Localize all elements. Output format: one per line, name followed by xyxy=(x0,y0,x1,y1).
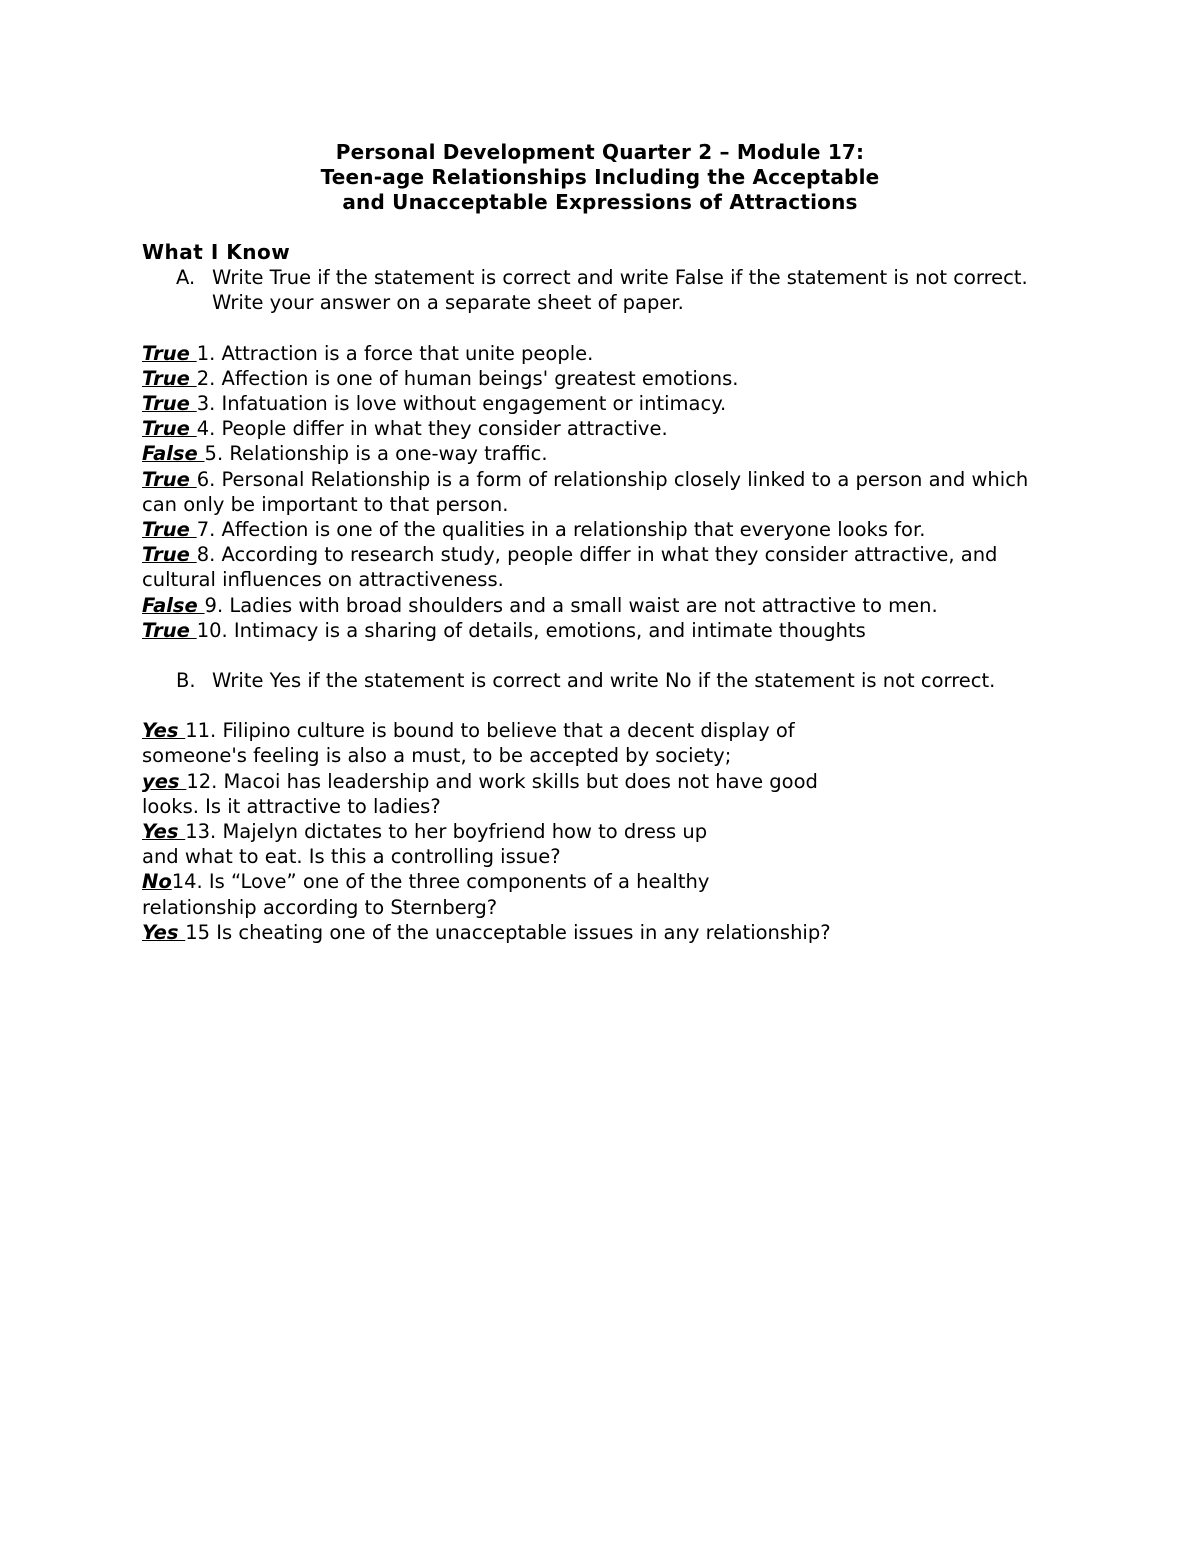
part-a-letter: A. xyxy=(176,266,196,290)
question-item-5 xyxy=(142,441,1062,466)
part-b-items xyxy=(142,718,1062,945)
answer-label: True xyxy=(142,366,197,390)
document-title xyxy=(0,140,1200,215)
question-text: 11. Filipino culture is bound to believe that a decent display of xyxy=(185,719,795,743)
question-text: 2. Affection is one of human beings' greatest emotions. xyxy=(196,366,739,390)
question-text: 15 Is cheating one of the unacceptable issues in any relationship? xyxy=(185,920,831,944)
question-text: 8. According to research study, people differ in what they consider attractive, and cultural influences on attractiveness. xyxy=(142,543,998,592)
answer-label: Yes xyxy=(142,820,186,844)
question-item-4 xyxy=(142,416,1062,441)
title-line-2: Teen-age Relationships Including the Acceptable xyxy=(320,165,880,189)
question-text: 10. Intimacy is a sharing of details, emotions, and intimate thoughts xyxy=(196,618,866,642)
answer-label: Yes xyxy=(142,920,186,944)
question-text-continued: and what to eat. Is this a controlling issue? xyxy=(142,845,561,869)
answer-label: True xyxy=(142,417,197,441)
question-item-13 xyxy=(142,819,1062,869)
question-text-continued: relationship according to Sternberg? xyxy=(142,895,498,919)
question-text: 4. People differ in what they consider attractive. xyxy=(196,417,668,441)
question-item-12 xyxy=(142,769,1062,819)
question-text: 9. Ladies with broad shoulders and a small waist are not attractive to men. xyxy=(204,593,938,617)
answer-label: False xyxy=(142,442,205,466)
part-a-instruction xyxy=(176,265,1062,315)
question-item-1 xyxy=(142,341,1062,366)
question-item-14 xyxy=(142,869,1062,919)
question-text: 7. Affection is one of the qualities in a relationship that everyone looks for. xyxy=(196,518,926,542)
question-text: 1. Attraction is a force that unite people. xyxy=(196,341,594,365)
question-text: 13. Majelyn dictates to her boyfriend how to dress up xyxy=(185,820,708,844)
answer-label: True xyxy=(142,341,197,365)
question-text-continued: someone's feeling is also a must, to be accepted by society; xyxy=(142,744,732,768)
part-a-instruction-text: Write True if the statement is correct and write False if the statement is not correct. Write your answer on a separate sheet of paper. xyxy=(212,266,1028,315)
question-item-15 xyxy=(142,920,1062,945)
answer-label: True xyxy=(142,392,197,416)
question-text: 3. Infatuation is love without engagement or intimacy. xyxy=(196,392,727,416)
title-line-1: Personal Development Quarter 2 – Module 17: xyxy=(335,140,865,164)
answer-label: True xyxy=(142,543,197,567)
question-text: 6. Personal Relationship is a form of relationship closely linked to a person and which can only be important to that person. xyxy=(142,467,1029,516)
question-text: 12. Macoi has leadership and work skills but does not have good xyxy=(186,769,818,793)
answer-label: No xyxy=(142,870,172,894)
question-text-continued: looks. Is it attractive to ladies? xyxy=(142,794,441,818)
section-heading: What I Know xyxy=(142,240,291,264)
question-item-8 xyxy=(142,542,1062,592)
part-b-instruction xyxy=(142,668,1062,693)
question-item-6 xyxy=(142,467,1062,517)
answer-label: Yes xyxy=(142,719,186,743)
title-line-3: and Unacceptable Expressions of Attractions xyxy=(342,190,858,214)
answer-label: True xyxy=(142,467,197,491)
part-a-items xyxy=(142,341,1062,643)
question-text: 5. Relationship is a one-way traffic. xyxy=(204,442,548,466)
answer-label: True xyxy=(142,618,197,642)
document-body xyxy=(142,240,1062,945)
question-text: 14. Is “Love” one of the three components of a healthy xyxy=(171,870,710,894)
question-item-10 xyxy=(142,618,1062,643)
question-item-9 xyxy=(142,593,1062,618)
answer-label: True xyxy=(142,518,197,542)
answer-label: False xyxy=(142,593,205,617)
question-item-3 xyxy=(142,391,1062,416)
part-b-letter: B. xyxy=(176,669,196,693)
question-item-11 xyxy=(142,718,1062,768)
question-item-2 xyxy=(142,366,1062,391)
part-b-instruction-text: Write Yes if the statement is correct and write No if the statement is not correct. xyxy=(212,669,996,693)
answer-label: yes xyxy=(142,769,187,793)
question-item-7 xyxy=(142,517,1062,542)
